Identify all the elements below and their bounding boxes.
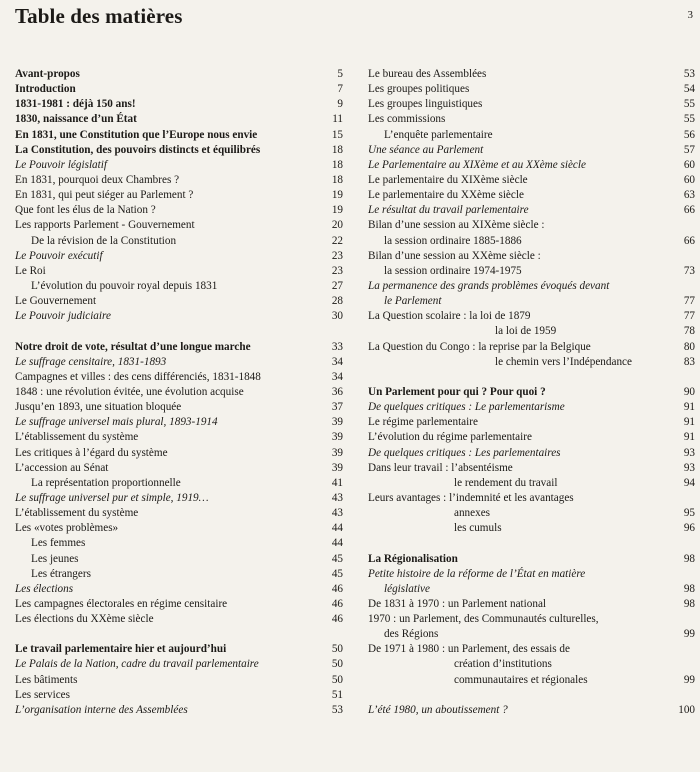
toc-entry [368, 491, 695, 506]
toc-entry-page: 18 [331, 158, 343, 171]
toc-entry-title: Jusqu’en 1893, une situation bloquée [15, 401, 182, 414]
toc-entry [368, 567, 695, 582]
toc-entry [368, 552, 695, 567]
toc-entry [15, 506, 343, 521]
toc-right-column [368, 67, 695, 718]
toc-entry-title: Bilan d’une session au XXème siècle : [368, 249, 541, 262]
toc-left-column [15, 67, 343, 718]
toc-entry-title: La permanence des grands problèmes évoqués devant [368, 279, 610, 292]
toc-entry [368, 642, 695, 657]
toc-entry-title: Dans leur travail : l’absentéisme [368, 461, 513, 474]
toc-entry-title: De 1831 à 1970 : un Parlement national [368, 597, 547, 610]
toc-entry-title: Les services [15, 688, 70, 701]
toc-entry [368, 82, 695, 97]
toc-entry [368, 173, 695, 188]
toc-entry-title: Le suffrage censitaire, 1831-1893 [15, 355, 167, 368]
toc-entry-page: 77 [683, 310, 695, 323]
section-spacer [15, 324, 343, 339]
toc-entry-title: Les bâtiments [15, 673, 78, 686]
toc-entry-title: Les rapports Parlement - Gouvernement [15, 219, 195, 232]
toc-entry-page: 7 [337, 83, 343, 96]
toc-entry [15, 673, 343, 688]
toc-entry-title: De quelques critiques : Les parlementaires [368, 446, 561, 459]
toc-entry-title: De la révision de la Constitution [31, 234, 177, 247]
toc-entry-page: 55 [683, 113, 695, 126]
toc-entry [15, 521, 343, 536]
toc-entry [368, 703, 695, 718]
toc-entry-title: La Question du Congo : la reprise par la Belgique [368, 340, 591, 353]
toc-entry [368, 249, 695, 264]
toc-entry-title: le rendement du travail [454, 476, 558, 489]
toc-entry-title: création d’institutions [454, 658, 552, 671]
toc-entry [15, 143, 343, 158]
toc-entry-page: 50 [331, 673, 343, 686]
toc-entry-page: 37 [331, 401, 343, 414]
toc-entry-title: Le Pouvoir exécutif [15, 249, 103, 262]
toc-entry-page: 23 [331, 249, 343, 262]
toc-entry [15, 112, 343, 127]
toc-entry-page: 18 [331, 173, 343, 186]
toc-entry [368, 430, 695, 445]
toc-entry-page: 66 [683, 204, 695, 217]
toc-entry [368, 309, 695, 324]
toc-entry-page: 19 [331, 204, 343, 217]
toc-entry [368, 657, 695, 672]
toc-entry-title: La Question scolaire : la loi de 1879 [368, 310, 531, 323]
toc-entry-title: Le Roi [15, 264, 46, 277]
toc-entry [15, 203, 343, 218]
toc-entry-title: Les groupes linguistiques [368, 98, 483, 111]
toc-entry [368, 521, 695, 536]
page-number: 3 [687, 9, 693, 21]
toc-entry-page: 11 [332, 113, 343, 126]
toc-entry [15, 657, 343, 672]
toc-entry [15, 309, 343, 324]
toc-entry-title: Une séance au Parlement [368, 143, 484, 156]
toc-entry [368, 446, 695, 461]
page-title: Table des matières [15, 4, 183, 28]
toc-entry [15, 597, 343, 612]
toc-entry [15, 385, 343, 400]
section-spacer [368, 536, 695, 551]
toc-entry-page: 20 [331, 219, 343, 232]
toc-entry-page: 90 [683, 385, 695, 398]
toc-entry-title: Les élections du XXème siècle [15, 613, 154, 626]
toc-entry-title: les cumuls [454, 522, 502, 535]
toc-entry-page: 60 [683, 158, 695, 171]
toc-entry [368, 340, 695, 355]
toc-entry [368, 385, 695, 400]
toc-entry-title: Le Pouvoir législatif [15, 158, 107, 171]
toc-entry-title: Le régime parlementaire [368, 416, 478, 429]
toc-entry [15, 82, 343, 97]
section-spacer [368, 370, 695, 385]
toc-entry-page: 73 [683, 264, 695, 277]
toc-entry [15, 400, 343, 415]
toc-entry [368, 400, 695, 415]
toc-entry [368, 506, 695, 521]
toc-entry-title: Le Gouvernement [15, 295, 97, 308]
toc-entry-page: 43 [331, 507, 343, 520]
toc-entry [15, 97, 343, 112]
toc-entry-title: En 1831, pourquoi deux Chambres ? [15, 173, 180, 186]
toc-entry-title: L’enquête parlementaire [384, 128, 493, 141]
toc-entry-page: 83 [683, 355, 695, 368]
toc-entry-page: 5 [337, 68, 343, 80]
toc-entry-title: L’été 1980, un aboutissement ? [368, 703, 508, 716]
toc-entry-title: la loi de 1959 [495, 325, 557, 338]
toc-entry-title: L’accession au Sénat [15, 461, 109, 474]
toc-entry [15, 279, 343, 294]
toc-entry [368, 582, 695, 597]
toc-entry-page: 9 [337, 98, 343, 111]
toc-entry-page: 96 [683, 522, 695, 535]
toc-entry [15, 415, 343, 430]
toc-entry [368, 234, 695, 249]
toc-entry [368, 203, 695, 218]
toc-entry [15, 642, 343, 657]
toc-entry-page: 66 [683, 234, 695, 247]
toc-entry-page: 27 [331, 279, 343, 292]
toc-entry [368, 324, 695, 339]
toc-entry-page: 18 [331, 143, 343, 156]
toc-entry [15, 173, 343, 188]
toc-entry-page: 46 [331, 582, 343, 595]
toc-entry-page: 51 [331, 688, 343, 701]
toc-entry-page: 33 [331, 340, 343, 353]
toc-entry [368, 188, 695, 203]
toc-entry-title: Les femmes [31, 537, 86, 550]
toc-entry-title: La Régionalisation [368, 552, 458, 565]
toc-entry-title: la session ordinaire 1885-1886 [384, 234, 522, 247]
toc-entry [15, 430, 343, 445]
toc-entry-title: Le résultat du travail parlementaire [368, 204, 529, 217]
toc-entry-title: Les étrangers [31, 567, 91, 580]
toc-entry [15, 158, 343, 173]
toc-entry-title: Le suffrage universel mais plural, 1893-1914 [15, 416, 218, 429]
toc-entry [15, 128, 343, 143]
toc-entry-title: Les campagnes électorales en régime censitaire [15, 597, 228, 610]
toc-entry [15, 552, 343, 567]
toc-entry-page: 41 [331, 476, 343, 489]
toc-entry-title: Notre droit de vote, résultat d’une longue marche [15, 340, 251, 353]
toc-entry [368, 97, 695, 112]
toc-entry-page: 91 [683, 401, 695, 414]
toc-entry [368, 143, 695, 158]
toc-entry [368, 612, 695, 627]
toc-entry-page: 54 [683, 83, 695, 96]
toc-entry-title: annexes [454, 507, 491, 520]
toc-entry [368, 627, 695, 642]
toc-entry-page: 36 [331, 385, 343, 398]
toc-entry-title: Les élections [15, 582, 74, 595]
toc-entry-title: La représentation proportionnelle [31, 476, 181, 489]
toc-entry [368, 294, 695, 309]
toc-entry-page: 93 [683, 461, 695, 474]
toc-entry-title: En 1831, une Constitution que l’Europe nous envie [15, 128, 258, 141]
toc-entry-page: 43 [331, 491, 343, 504]
toc-entry-title: 1848 : une révolution évitée, une évolution acquise [15, 385, 244, 398]
toc-entry-title: 1831-1981 : déjà 150 ans! [15, 98, 136, 111]
toc-entry-page: 22 [331, 234, 343, 247]
toc-entry-title: Les critiques à l’égard du système [15, 446, 168, 459]
toc-entry [15, 536, 343, 551]
toc-entry-page: 91 [683, 416, 695, 429]
toc-entry [368, 476, 695, 491]
toc-entry [15, 249, 343, 264]
toc-entry [15, 234, 343, 249]
toc-entry [368, 461, 695, 476]
toc-entry-title: des Régions [384, 628, 439, 641]
toc-entry-title: La Constitution, des pouvoirs distincts et équilibrés [15, 143, 261, 156]
toc-entry-page: 44 [331, 522, 343, 535]
toc-entry [15, 461, 343, 476]
toc-entry-page: 46 [331, 597, 343, 610]
toc-entry [15, 218, 343, 233]
toc-entry-title: Le bureau des Assemblées [368, 68, 487, 80]
toc-entry-title: Avant-propos [15, 68, 80, 80]
toc-entry-page: 50 [331, 643, 343, 656]
toc-entry-page: 44 [331, 537, 343, 550]
toc-entry-title: Petite histoire de la réforme de l’État en matière [368, 567, 586, 580]
toc-entry-page: 39 [331, 431, 343, 444]
section-spacer [368, 688, 695, 703]
toc-entry-page: 39 [331, 461, 343, 474]
toc-entry [15, 370, 343, 385]
toc-entry-title: Bilan d’une session au XIXème siècle : [368, 219, 545, 232]
toc-entry-page: 98 [683, 597, 695, 610]
toc-entry [368, 128, 695, 143]
toc-entry-title: la session ordinaire 1974-1975 [384, 264, 522, 277]
toc-entry-title: Le travail parlementaire hier et aujourd’hui [15, 643, 227, 656]
toc-entry-title: Les jeunes [31, 552, 79, 565]
toc-entry-title: Le parlementaire du XXème siècle [368, 189, 524, 202]
toc-entry-title: Le Parlementaire au XIXème et au XXème siècle [368, 158, 586, 171]
toc-entry [15, 67, 343, 82]
toc-entry-page: 95 [683, 507, 695, 520]
toc-entry-title: Campagnes et villes : des cens différenciés, 1831-1848 [15, 370, 261, 383]
toc-entry-title: En 1831, qui peut siéger au Parlement ? [15, 189, 194, 202]
toc-entry-title: Les «votes problèmes» [15, 522, 119, 535]
toc-entry-title: De 1971 à 1980 : un Parlement, des essais de [368, 643, 570, 656]
toc-entry-title: L’évolution du pouvoir royal depuis 1831 [31, 279, 218, 292]
toc-entry [368, 112, 695, 127]
toc-entry [368, 264, 695, 279]
toc-entry [368, 158, 695, 173]
section-spacer [15, 627, 343, 642]
toc-entry-title: Leurs avantages : l’indemnité et les avantages [368, 491, 574, 504]
toc-entry-page: 99 [683, 628, 695, 641]
toc-entry-page: 39 [331, 446, 343, 459]
toc-entry-page: 34 [331, 355, 343, 368]
toc-entry-page: 39 [331, 416, 343, 429]
toc-entry-page: 94 [683, 476, 695, 489]
toc-entry [15, 355, 343, 370]
toc-entry-page: 15 [331, 128, 343, 141]
toc-entry [368, 67, 695, 82]
toc-entry-page: 98 [683, 552, 695, 565]
toc-entry-title: 1830, naissance d’un État [15, 113, 137, 126]
toc-entry-title: le Parlement [384, 295, 442, 308]
toc-entry-title: L’établissement du système [15, 431, 139, 444]
toc-entry-page: 56 [683, 128, 695, 141]
toc-entry-page: 77 [683, 295, 695, 308]
toc-entry-title: Le Palais de la Nation, cadre du travail parlementaire [15, 658, 259, 671]
toc-entry-title: Les groupes politiques [368, 83, 470, 96]
toc-entry-page: 100 [678, 703, 695, 716]
toc-entry-title: Le suffrage universel pur et simple, 1919… [15, 491, 209, 504]
toc-entry-title: Introduction [15, 83, 76, 96]
toc-entry [15, 188, 343, 203]
toc-entry [368, 673, 695, 688]
toc-entry-page: 57 [683, 143, 695, 156]
toc-entry [368, 218, 695, 233]
toc-entry-page: 45 [331, 567, 343, 580]
toc-entry [15, 491, 343, 506]
toc-entry-page: 93 [683, 446, 695, 459]
toc-entry-page: 46 [331, 613, 343, 626]
toc-entry-page: 45 [331, 552, 343, 565]
toc-entry-page: 78 [683, 325, 695, 338]
toc-entry-title: communautaires et régionales [454, 673, 588, 686]
toc-entry-title: Un Parlement pour qui ? Pour quoi ? [368, 385, 546, 398]
toc-entry-page: 63 [683, 189, 695, 202]
toc-entry-page: 23 [331, 264, 343, 277]
toc-entry [15, 688, 343, 703]
toc-entry [15, 703, 343, 718]
toc-entry-page: 28 [331, 295, 343, 308]
toc-entry-title: L’organisation interne des Assemblées [15, 703, 188, 716]
toc-entry-title: Le Pouvoir judiciaire [15, 310, 111, 323]
toc-entry [15, 582, 343, 597]
toc-entry [368, 279, 695, 294]
toc-entry [15, 446, 343, 461]
toc-entry-page: 19 [331, 189, 343, 202]
toc-entry [368, 597, 695, 612]
toc-entry [15, 567, 343, 582]
toc-entry [15, 294, 343, 309]
toc-entry [15, 340, 343, 355]
toc-entry-title: De quelques critiques : Le parlementarisme [368, 401, 565, 414]
toc-entry-page: 50 [331, 658, 343, 671]
toc-entry-title: législative [384, 582, 430, 595]
toc-entry-page: 53 [331, 703, 343, 716]
toc-entry-title: Que font les élus de la Nation ? [15, 204, 156, 217]
toc-entry [368, 415, 695, 430]
toc-entry-title: L’établissement du système [15, 507, 139, 520]
toc-entry-page: 98 [683, 582, 695, 595]
toc-entry-page: 99 [683, 673, 695, 686]
toc-entry-title: Les commissions [368, 113, 446, 126]
toc-entry [368, 355, 695, 370]
toc-entry [15, 612, 343, 627]
toc-entry-title: le chemin vers l’Indépendance [495, 355, 632, 368]
toc-entry-page: 60 [683, 173, 695, 186]
toc-entry-page: 91 [683, 431, 695, 444]
toc-entry-title: 1970 : un Parlement, des Communautés culturelles, [368, 613, 599, 626]
toc-entry-page: 80 [683, 340, 695, 353]
toc-entry-page: 55 [683, 98, 695, 111]
toc-entry-page: 34 [331, 370, 343, 383]
toc-entry-page: 30 [331, 310, 343, 323]
toc-entry [15, 264, 343, 279]
toc-entry-title: Le parlementaire du XIXème siècle [368, 173, 528, 186]
toc-entry-title: L’évolution du régime parlementaire [368, 431, 532, 444]
toc-entry-page: 53 [683, 68, 695, 80]
toc-entry [15, 476, 343, 491]
